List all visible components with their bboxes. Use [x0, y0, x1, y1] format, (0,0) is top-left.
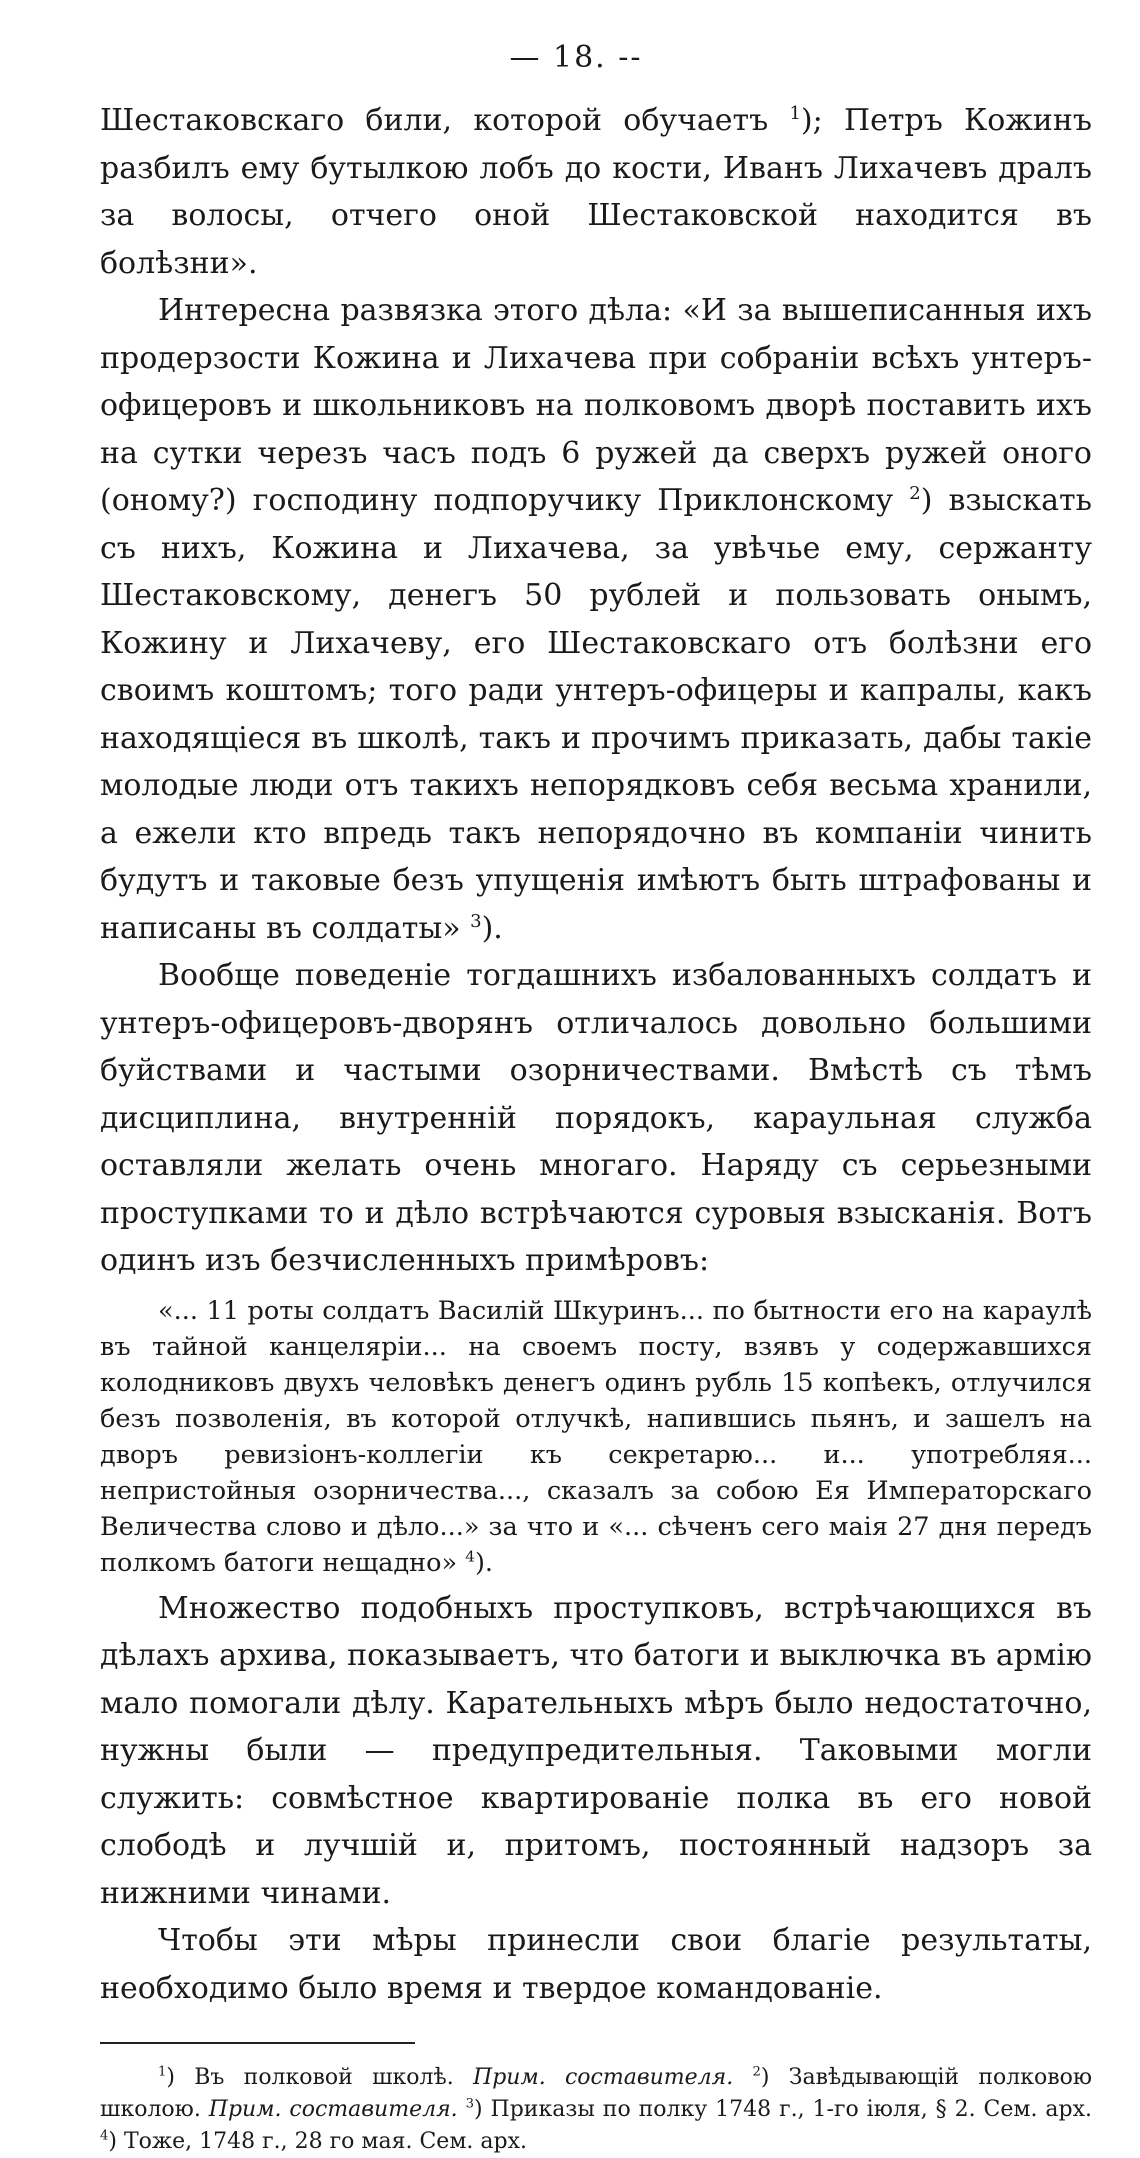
footnote-ref: 1 — [789, 103, 801, 124]
block-quote — [100, 1293, 1092, 1581]
footnote-ref: 4 — [465, 1547, 475, 1565]
footnotes — [100, 2062, 1092, 2158]
paragraph: Шестаковскаго били, которой обучаетъ $^1$); Петръ Кожинъ разбилъ ему бутылкою лобъ до кости, Иванъ Лихачевъ дралъ за волосы, отчего оной Шестаковской находится въ болѣзни». — [100, 103, 1092, 281]
main-text-continued — [100, 1585, 1092, 2013]
footnote-ref: 2 — [909, 483, 921, 504]
page-number: — 18. -- — [509, 40, 643, 75]
paragraph: Вообще поведеніе тогдашнихъ избалованныхъ солдатъ и унтеръ-офицеровъ-дворянъ отличалось довольно большими буйствами и частыми озорничествами. Вмѣстѣ съ тѣмъ дисциплина, внутренній порядокъ, караульная служба оставляли желать очень многаго. Наряду съ серьезными проступками то и дѣло встрѣчаются суровыя взысканія. Вотъ одинъ изъ безчисленныхъ примѣровъ: — [100, 958, 1092, 1278]
paragraph: Множество подобныхъ проступковъ, встрѣчающихся въ дѣлахъ архива, показываетъ, что батоги и выключка въ армію мало помогали дѣлу. Карательныхъ мѣръ было недостаточно, нужны были — предупредительныя. Таковыми могли служить: совмѣстное квартированіе полка въ его новой слободѣ и лучшій и, притомъ, постоянный надзоръ за нижними чинами. — [100, 1590, 1092, 1911]
paragraph: Интересна развязка этого дѣла: «И за вышеписанныя ихъ продерзости Кожина и Лихачева при собраніи всѣхъ унтеръ-офицеровъ и школьниковъ на полковомъ дворѣ поставить ихъ на сутки черезъ часъ подъ 6 ружей да сверхъ ружей оного (оному?) господину подпоручику Приклонскому $^2$) взыскать съ нихъ, Кожина и Лихачева, за увѣчье ему, сержанту Шестаковскому, денегъ 50 рублей и пользовать онымъ, Кожину и Лихачеву, его Шестаковскаго отъ болѣзни его своимъ коштомъ; того ради унтеръ-офицеры и капралы, какъ находящіеся въ школѣ, такъ и прочимъ приказать, дабы такіе молодые люди отъ такихъ непорядковъ себя весьма хранили, а ежели кто впредь такъ непорядочно въ компаніи чинить будутъ и таковые безъ упущенія имѣютъ быть штрафованы и написаны въ солдаты» $^3$). — [100, 293, 1092, 946]
footnote-ref: 3 — [470, 910, 482, 932]
main-text — [100, 97, 1092, 1285]
quote-text: «... 11 роты солдатъ Василій Шкуринъ... по бытности его на караулѣ въ тайной канцеляріи... на своемъ посту, взявъ у содержавшихся колодниковъ двухъ человѣкъ денегъ одинъ рубль 15 копѣекъ, отлучился безъ позволенія, въ которой отлучкѣ, напившись пьянъ, и зашелъ на дворъ ревизіонъ-коллегіи къ секретарю... и... употребляя... непристойныя озорничества..., сказалъ за собою Ея Императорскаго Величества слово и дѣло...» за что и «... сѣченъ сего маія 27 дня передъ полкомъ батоги нещадно» $^4$). — [100, 1295, 1092, 1578]
paragraph: Чтобы эти мѣры принесли свои благіе результаты, необходимо было время и твердое командованіе. — [100, 1923, 1092, 2006]
footnote-divider — [100, 2042, 415, 2044]
footnote-text: $^1$) Въ полковой школѣ. Прим. составителя. $^2$) Завѣдывающій полковою школою. Прим. составителя. $^3$) Приказы по полку 1748 г., 1-го іюля, § 2. Сем. арх. $^4$) Тоже, 1748 г., 28 го мая. Сем. арх. — [100, 2064, 1093, 2154]
